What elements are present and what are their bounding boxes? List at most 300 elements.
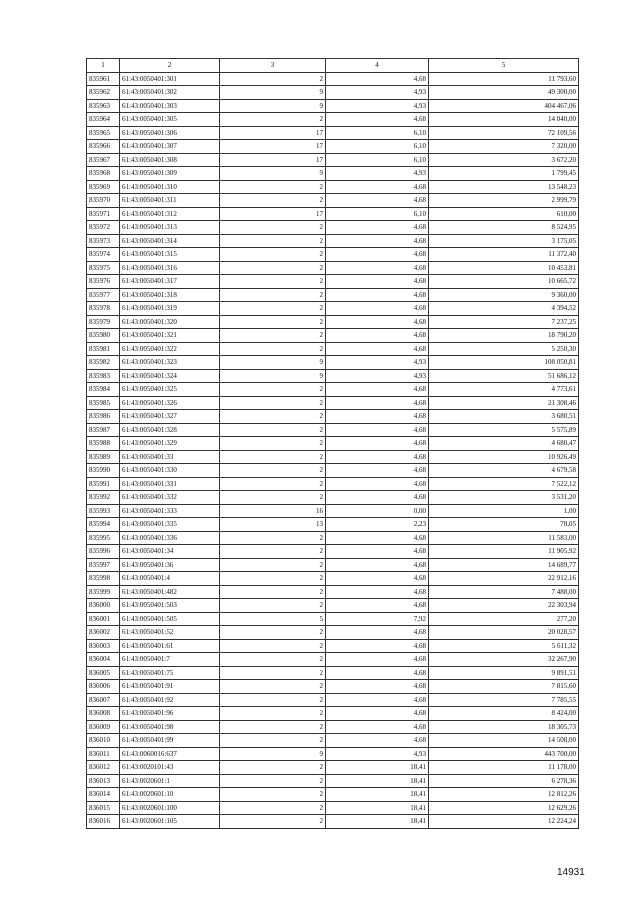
- table-cell-col-3: 2: [220, 815, 326, 829]
- table-row: [87, 329, 579, 343]
- table-cell-col-5: 7 320,00: [429, 140, 579, 154]
- table-cell-col-1: 836011: [87, 747, 120, 761]
- table-cell-col-4: 18,41: [326, 801, 429, 815]
- table-cell-col-3: 5: [220, 612, 326, 626]
- table-cell-col-2: 61:43:0050401:308: [120, 153, 220, 167]
- table-row: [87, 356, 579, 370]
- table-cell-col-2: 61:43:0050401:310: [120, 180, 220, 194]
- table-cell-col-1: 835967: [87, 153, 120, 167]
- table-row: [87, 423, 579, 437]
- table-cell-col-2: 61:43:0050401:307: [120, 140, 220, 154]
- table-cell-col-3: 2: [220, 450, 326, 464]
- table-cell-col-1: 835998: [87, 572, 120, 586]
- table-cell-col-2: 61:43:0020101:43: [120, 761, 220, 775]
- table-cell-col-3: 17: [220, 153, 326, 167]
- table-cell-col-5: 5 250,30: [429, 342, 579, 356]
- table-cell-col-3: 2: [220, 437, 326, 451]
- table-row: [87, 774, 579, 788]
- table-cell-col-3: 2: [220, 491, 326, 505]
- table-cell-col-3: 2: [220, 288, 326, 302]
- table-cell-col-4: 4,68: [326, 275, 429, 289]
- table-cell-col-5: 5 611,32: [429, 639, 579, 653]
- table-cell-col-1: 835996: [87, 545, 120, 559]
- table-cell-col-5: 108 050,81: [429, 356, 579, 370]
- table-cell-col-1: 835969: [87, 180, 120, 194]
- table-row: [87, 761, 579, 775]
- table-cell-col-5: 78,05: [429, 518, 579, 532]
- table-cell-col-4: 4,68: [326, 558, 429, 572]
- header-row: [87, 59, 579, 73]
- table-cell-col-5: 11 905,92: [429, 545, 579, 559]
- table-cell-col-3: 2: [220, 113, 326, 127]
- table-cell-col-2: 61:43:0050401:313: [120, 221, 220, 235]
- table-cell-col-2: 61:43:0020601:1: [120, 774, 220, 788]
- table-row: [87, 801, 579, 815]
- table-cell-col-4: 4,68: [326, 396, 429, 410]
- table-cell-col-2: 61:43:0050401:306: [120, 126, 220, 140]
- table-cell-col-4: 4,68: [326, 639, 429, 653]
- table-cell-col-2: 61:43:0050401:326: [120, 396, 220, 410]
- table-cell-col-3: 2: [220, 545, 326, 559]
- table-cell-col-2: 61:43:0050401:321: [120, 329, 220, 343]
- table-cell-col-5: 4 680,47: [429, 437, 579, 451]
- table-cell-col-3: 2: [220, 693, 326, 707]
- table-cell-col-2: 61:43:0050401:503: [120, 599, 220, 613]
- table-cell-col-1: 835990: [87, 464, 120, 478]
- table-cell-col-2: 61:43:0050401:61: [120, 639, 220, 653]
- table-cell-col-1: 835962: [87, 86, 120, 100]
- table-cell-col-2: 61:43:0050401:318: [120, 288, 220, 302]
- table-cell-col-1: 835992: [87, 491, 120, 505]
- table-cell-col-1: 836015: [87, 801, 120, 815]
- table-row: [87, 288, 579, 302]
- table-cell-col-2: 61:43:0050401:302: [120, 86, 220, 100]
- table-cell-col-5: 11 178,00: [429, 761, 579, 775]
- table-cell-col-5: 12 224,24: [429, 815, 579, 829]
- table-cell-col-2: 61:43:0020601:105: [120, 815, 220, 829]
- table-cell-col-3: 2: [220, 720, 326, 734]
- table-cell-col-3: 9: [220, 356, 326, 370]
- table-cell-col-1: 836016: [87, 815, 120, 829]
- table-cell-col-1: 835994: [87, 518, 120, 532]
- table-cell-col-3: 2: [220, 626, 326, 640]
- table-row: [87, 680, 579, 694]
- table-header: [87, 59, 579, 73]
- table-row: [87, 369, 579, 383]
- table-cell-col-3: 2: [220, 423, 326, 437]
- table-cell-col-2: 61:43:0050401:320: [120, 315, 220, 329]
- table-cell-col-4: 4,93: [326, 167, 429, 181]
- table-row: [87, 180, 579, 194]
- table-cell-col-3: 2: [220, 599, 326, 613]
- table-cell-col-1: 835991: [87, 477, 120, 491]
- table-cell-col-2: 61:43:0050401:305: [120, 113, 220, 127]
- table-cell-col-2: 61:43:0050401:303: [120, 99, 220, 113]
- table-cell-col-2: 61:43:0020601:100: [120, 801, 220, 815]
- table-row: [87, 140, 579, 154]
- table-row: [87, 639, 579, 653]
- column-header-2: 2: [120, 59, 220, 73]
- table-cell-col-1: 836012: [87, 761, 120, 775]
- table-row: [87, 275, 579, 289]
- table-cell-col-2: 61:43:0050401:52: [120, 626, 220, 640]
- table-cell-col-5: 22 912,16: [429, 572, 579, 586]
- table-cell-col-4: 4,68: [326, 113, 429, 127]
- table-cell-col-5: 6 278,36: [429, 774, 579, 788]
- table-cell-col-1: 836003: [87, 639, 120, 653]
- table-cell-col-2: 61:43:0050401:335: [120, 518, 220, 532]
- table-cell-col-5: 3 531,20: [429, 491, 579, 505]
- table-cell-col-4: 4,68: [326, 734, 429, 748]
- table-cell-col-2: 61:43:0050401:336: [120, 531, 220, 545]
- table-row: [87, 234, 579, 248]
- table-cell-col-1: 835979: [87, 315, 120, 329]
- table-cell-col-1: 836007: [87, 693, 120, 707]
- table-cell-col-3: 2: [220, 666, 326, 680]
- table-cell-col-5: 20 028,57: [429, 626, 579, 640]
- table-row: [87, 666, 579, 680]
- table-cell-col-2: 61:43:0050401:327: [120, 410, 220, 424]
- table-cell-col-1: 835984: [87, 383, 120, 397]
- table-cell-col-3: 2: [220, 302, 326, 316]
- table-cell-col-2: 61:43:0050401:314: [120, 234, 220, 248]
- table-cell-col-2: 61:43:0050401:34: [120, 545, 220, 559]
- table-cell-col-1: 836009: [87, 720, 120, 734]
- column-header-3: 3: [220, 59, 326, 73]
- table-row: [87, 99, 579, 113]
- table-cell-col-2: 61:43:0050401:319: [120, 302, 220, 316]
- table-cell-col-4: 4,68: [326, 72, 429, 86]
- table-cell-col-2: 61:43:0050401:316: [120, 261, 220, 275]
- table-cell-col-2: 61:43:0050401:331: [120, 477, 220, 491]
- table-cell-col-1: 835981: [87, 342, 120, 356]
- table-row: [87, 788, 579, 802]
- table-cell-col-3: 2: [220, 410, 326, 424]
- table-cell-col-4: 4,68: [326, 342, 429, 356]
- table-cell-col-3: 2: [220, 180, 326, 194]
- table-cell-col-2: 61:43:0050401:505: [120, 612, 220, 626]
- table-cell-col-5: 12 629,26: [429, 801, 579, 815]
- table-cell-col-1: 835974: [87, 248, 120, 262]
- table-cell-col-3: 2: [220, 261, 326, 275]
- table-cell-col-3: 2: [220, 801, 326, 815]
- table-cell-col-3: 2: [220, 653, 326, 667]
- table-row: [87, 248, 579, 262]
- table-cell-col-5: 72 109,56: [429, 126, 579, 140]
- table-cell-col-3: 16: [220, 504, 326, 518]
- table-row: [87, 504, 579, 518]
- table-cell-col-4: 6,10: [326, 207, 429, 221]
- table-cell-col-4: 7,92: [326, 612, 429, 626]
- table-cell-col-1: 836008: [87, 707, 120, 721]
- table-cell-col-3: 13: [220, 518, 326, 532]
- column-header-1: 1: [87, 59, 120, 73]
- table-cell-col-3: 2: [220, 315, 326, 329]
- table-row: [87, 747, 579, 761]
- table-row: [87, 437, 579, 451]
- table-cell-col-1: 835975: [87, 261, 120, 275]
- table-row: [87, 599, 579, 613]
- table-cell-col-3: 17: [220, 140, 326, 154]
- table-row: [87, 153, 579, 167]
- table-cell-col-2: 61:43:0050401:333: [120, 504, 220, 518]
- table-cell-col-4: 4,68: [326, 450, 429, 464]
- table-cell-col-1: 835976: [87, 275, 120, 289]
- table-row: [87, 531, 579, 545]
- table-cell-col-2: 61:43:0050401:325: [120, 383, 220, 397]
- table-cell-col-1: 836001: [87, 612, 120, 626]
- table-cell-col-5: 3 175,05: [429, 234, 579, 248]
- table-cell-col-3: 2: [220, 221, 326, 235]
- table-cell-col-4: 4,68: [326, 477, 429, 491]
- table-row: [87, 558, 579, 572]
- table-cell-col-5: 4 679,58: [429, 464, 579, 478]
- table-row: [87, 315, 579, 329]
- table-cell-col-2: 61:43:0050401:329: [120, 437, 220, 451]
- table-cell-col-4: 6,10: [326, 140, 429, 154]
- table-cell-col-3: 2: [220, 531, 326, 545]
- table-cell-col-4: 4,68: [326, 315, 429, 329]
- table-cell-col-5: 12 812,26: [429, 788, 579, 802]
- table-cell-col-1: 835997: [87, 558, 120, 572]
- table-cell-col-3: 2: [220, 761, 326, 775]
- table-row: [87, 585, 579, 599]
- table-row: [87, 383, 579, 397]
- table-cell-col-4: 18,41: [326, 815, 429, 829]
- table-cell-col-5: 11 583,00: [429, 531, 579, 545]
- table-cell-col-2: 61:43:0050401:33: [120, 450, 220, 464]
- table-cell-col-5: 18 790,20: [429, 329, 579, 343]
- table-cell-col-5: 443 700,00: [429, 747, 579, 761]
- table-cell-col-1: 835982: [87, 356, 120, 370]
- table-cell-col-5: 3 672,20: [429, 153, 579, 167]
- table-cell-col-3: 2: [220, 707, 326, 721]
- table-cell-col-3: 2: [220, 585, 326, 599]
- table-cell-col-4: 4,68: [326, 545, 429, 559]
- table-cell-col-5: 5 575,89: [429, 423, 579, 437]
- table-cell-col-1: 835977: [87, 288, 120, 302]
- table-cell-col-5: 10 926,49: [429, 450, 579, 464]
- table-cell-col-3: 2: [220, 396, 326, 410]
- table-cell-col-3: 2: [220, 248, 326, 262]
- page-number: 14931: [557, 867, 585, 878]
- table-cell-col-1: 836002: [87, 626, 120, 640]
- table-cell-col-1: 835989: [87, 450, 120, 464]
- table-cell-col-5: 3 680,51: [429, 410, 579, 424]
- table-cell-col-1: 835995: [87, 531, 120, 545]
- table-cell-col-1: 836005: [87, 666, 120, 680]
- table-cell-col-4: 18,41: [326, 788, 429, 802]
- table-cell-col-4: 0,00: [326, 504, 429, 518]
- table-cell-col-2: 61:43:0050401:315: [120, 248, 220, 262]
- table-cell-col-3: 2: [220, 680, 326, 694]
- table-cell-col-3: 2: [220, 639, 326, 653]
- table-row: [87, 815, 579, 829]
- table-cell-col-4: 4,68: [326, 288, 429, 302]
- table-cell-col-1: 835983: [87, 369, 120, 383]
- table-row: [87, 221, 579, 235]
- table-cell-col-3: 2: [220, 734, 326, 748]
- table-cell-col-1: 836013: [87, 774, 120, 788]
- data-table: [86, 58, 579, 829]
- table-cell-col-5: 7 237,25: [429, 315, 579, 329]
- table-cell-col-1: 835968: [87, 167, 120, 181]
- table-cell-col-1: 835970: [87, 194, 120, 208]
- table-cell-col-2: 61:43:0050401:309: [120, 167, 220, 181]
- table-row: [87, 626, 579, 640]
- table-cell-col-2: 61:43:0050401:98: [120, 720, 220, 734]
- table-cell-col-3: 2: [220, 342, 326, 356]
- table-cell-col-5: 610,00: [429, 207, 579, 221]
- table-cell-col-5: 11 372,40: [429, 248, 579, 262]
- table-cell-col-4: 4,68: [326, 248, 429, 262]
- table-row: [87, 707, 579, 721]
- table-cell-col-5: 14 040,00: [429, 113, 579, 127]
- table-cell-col-1: 835985: [87, 396, 120, 410]
- table-cell-col-5: 22 303,94: [429, 599, 579, 613]
- table-cell-col-1: 835963: [87, 99, 120, 113]
- table-cell-col-1: 835987: [87, 423, 120, 437]
- table-cell-col-4: 4,68: [326, 383, 429, 397]
- table-cell-col-1: 835980: [87, 329, 120, 343]
- table-cell-col-1: 835964: [87, 113, 120, 127]
- table-cell-col-5: 277,20: [429, 612, 579, 626]
- table-row: [87, 410, 579, 424]
- table-cell-col-4: 4,68: [326, 221, 429, 235]
- table-cell-col-1: 835965: [87, 126, 120, 140]
- table-cell-col-5: 14 508,00: [429, 734, 579, 748]
- table-cell-col-5: 9 891,51: [429, 666, 579, 680]
- table-cell-col-4: 4,68: [326, 653, 429, 667]
- table-cell-col-5: 1 799,45: [429, 167, 579, 181]
- table-cell-col-3: 9: [220, 747, 326, 761]
- table-cell-col-3: 17: [220, 126, 326, 140]
- table-cell-col-2: 61:43:0050401:323: [120, 356, 220, 370]
- table-cell-col-5: 13 548,23: [429, 180, 579, 194]
- table-cell-col-1: 835999: [87, 585, 120, 599]
- table-cell-col-3: 9: [220, 167, 326, 181]
- table-cell-col-1: 835973: [87, 234, 120, 248]
- table-cell-col-2: 61:43:0050401:311: [120, 194, 220, 208]
- table-cell-col-5: 32 267,90: [429, 653, 579, 667]
- table-row: [87, 194, 579, 208]
- table-cell-col-2: 61:43:0050401:4: [120, 572, 220, 586]
- table-row: [87, 167, 579, 181]
- table-row: [87, 302, 579, 316]
- table-cell-col-4: 4,68: [326, 234, 429, 248]
- table-cell-col-2: 61:43:0050401:312: [120, 207, 220, 221]
- table-cell-col-3: 2: [220, 788, 326, 802]
- table-cell-col-3: 2: [220, 558, 326, 572]
- table-cell-col-2: 61:43:0050401:332: [120, 491, 220, 505]
- table-cell-col-5: 7 522,12: [429, 477, 579, 491]
- table-cell-col-5: 9 360,00: [429, 288, 579, 302]
- table-cell-col-3: 17: [220, 207, 326, 221]
- table-row: [87, 572, 579, 586]
- table-cell-col-2: 61:43:0050401:317: [120, 275, 220, 289]
- table-cell-col-4: 4,68: [326, 707, 429, 721]
- table-cell-col-5: 14 689,77: [429, 558, 579, 572]
- table-cell-col-4: 4,68: [326, 194, 429, 208]
- table-cell-col-2: 61:43:0050401:482: [120, 585, 220, 599]
- table-cell-col-2: 61:43:0050401:7: [120, 653, 220, 667]
- table-cell-col-2: 61:43:0050401:324: [120, 369, 220, 383]
- table-cell-col-1: 835966: [87, 140, 120, 154]
- table-cell-col-4: 4,68: [326, 491, 429, 505]
- table-cell-col-5: 18 305,73: [429, 720, 579, 734]
- table-row: [87, 207, 579, 221]
- table-cell-col-4: 2,23: [326, 518, 429, 532]
- table-cell-col-4: 4,68: [326, 720, 429, 734]
- table-cell-col-3: 9: [220, 369, 326, 383]
- table-cell-col-5: 1,00: [429, 504, 579, 518]
- table-cell-col-4: 4,68: [326, 423, 429, 437]
- table-cell-col-4: 18,41: [326, 761, 429, 775]
- table-cell-col-1: 835986: [87, 410, 120, 424]
- table-cell-col-2: 61:43:0050401:92: [120, 693, 220, 707]
- table-row: [87, 126, 579, 140]
- table-cell-col-4: 4,68: [326, 626, 429, 640]
- table-cell-col-3: 2: [220, 383, 326, 397]
- table-cell-col-5: 49 300,00: [429, 86, 579, 100]
- table-cell-col-3: 2: [220, 477, 326, 491]
- table-cell-col-5: 8 524,95: [429, 221, 579, 235]
- table-cell-col-2: 61:43:0050401:91: [120, 680, 220, 694]
- table-cell-col-4: 4,68: [326, 437, 429, 451]
- table-cell-col-5: 404 467,06: [429, 99, 579, 113]
- table-cell-col-4: 4,93: [326, 356, 429, 370]
- table-cell-col-1: 836000: [87, 599, 120, 613]
- table-cell-col-1: 836014: [87, 788, 120, 802]
- table-cell-col-2: 61:43:0050401:96: [120, 707, 220, 721]
- table-row: [87, 342, 579, 356]
- table-cell-col-5: 7 488,00: [429, 585, 579, 599]
- table-row: [87, 86, 579, 100]
- table-cell-col-5: 10 665,72: [429, 275, 579, 289]
- table-cell-col-5: 4 773,61: [429, 383, 579, 397]
- table-cell-col-5: 21 308,46: [429, 396, 579, 410]
- table-cell-col-2: 61:43:0050401:301: [120, 72, 220, 86]
- table-row: [87, 477, 579, 491]
- table-cell-col-4: 4,68: [326, 464, 429, 478]
- table-cell-col-5: 4 394,52: [429, 302, 579, 316]
- table-cell-col-4: 4,93: [326, 369, 429, 383]
- table-cell-col-4: 6,10: [326, 126, 429, 140]
- table-cell-col-2: 61:43:0020601:10: [120, 788, 220, 802]
- table-row: [87, 113, 579, 127]
- table-cell-col-3: 2: [220, 234, 326, 248]
- table-cell-col-2: 61:43:0060016:637: [120, 747, 220, 761]
- table-cell-col-1: 836004: [87, 653, 120, 667]
- table-row: [87, 491, 579, 505]
- table-row: [87, 518, 579, 532]
- table-cell-col-3: 9: [220, 99, 326, 113]
- table-cell-col-2: 61:43:0050401:36: [120, 558, 220, 572]
- table-row: [87, 450, 579, 464]
- table-cell-col-1: 835993: [87, 504, 120, 518]
- table-cell-col-3: 2: [220, 572, 326, 586]
- table-cell-col-4: 4,93: [326, 99, 429, 113]
- table-row: [87, 612, 579, 626]
- table-body: [87, 72, 579, 828]
- table-cell-col-4: 4,68: [326, 599, 429, 613]
- table-cell-col-2: 61:43:0050401:322: [120, 342, 220, 356]
- table-row: [87, 261, 579, 275]
- table-cell-col-1: 835978: [87, 302, 120, 316]
- table-cell-col-4: 4,68: [326, 180, 429, 194]
- table-cell-col-4: 4,68: [326, 666, 429, 680]
- table-cell-col-4: 4,68: [326, 410, 429, 424]
